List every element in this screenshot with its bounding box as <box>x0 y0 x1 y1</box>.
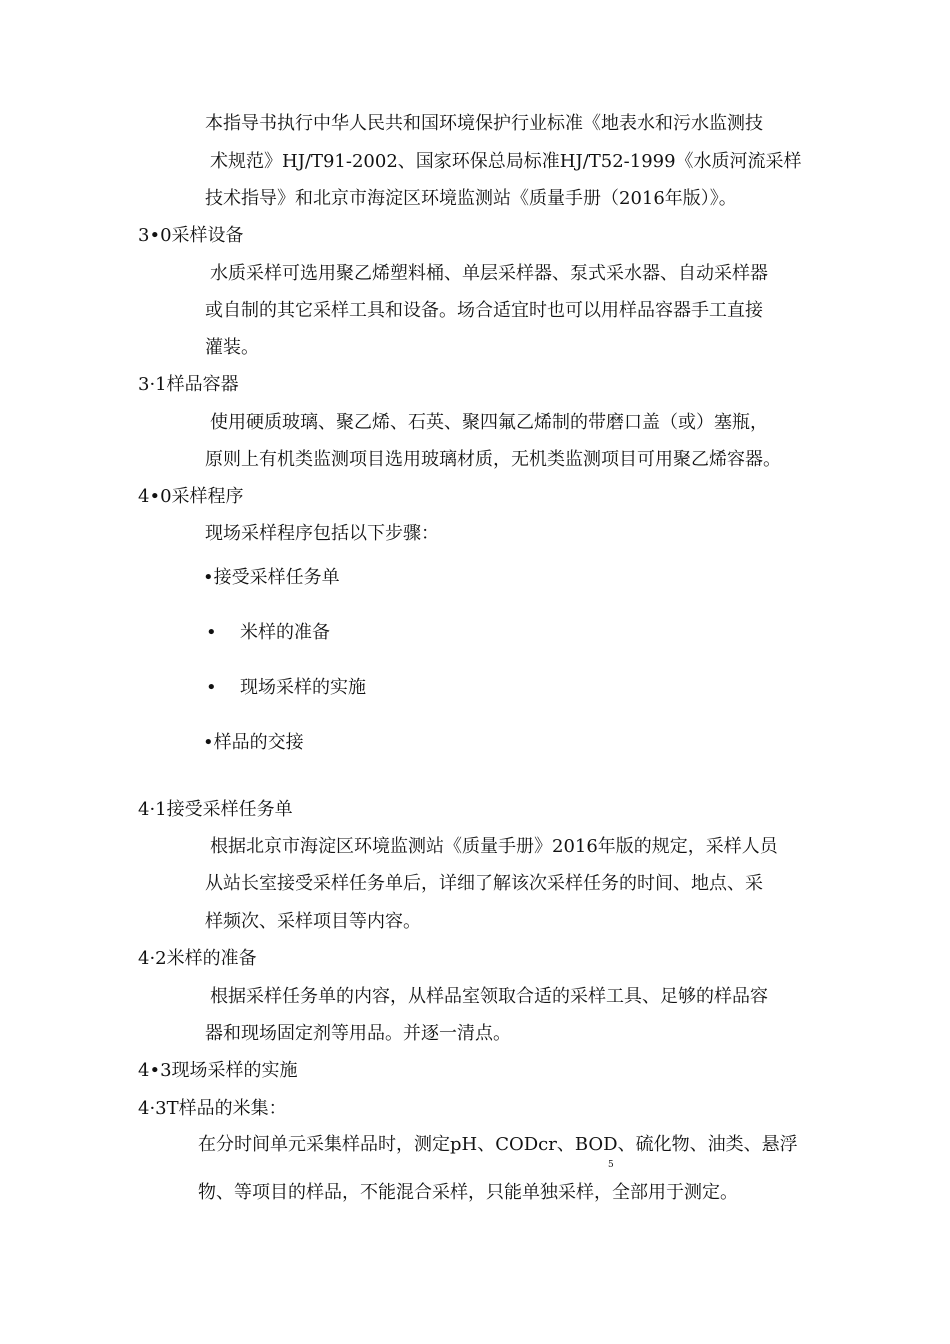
subscript-5: 5 <box>608 1160 614 1170</box>
section-heading-3-0: 3•0采样设备 <box>138 225 244 246</box>
intro-line-3: 技术指导》和北京市海淀区环境监测站《质量手册（2016年版）》。 <box>205 188 737 209</box>
section-heading-3-1: 3·1样品容器 <box>138 374 239 395</box>
section-heading-4-3: 4•3现场采样的实施 <box>138 1060 298 1081</box>
step-bullet-3: • <box>206 677 217 698</box>
s41-line-3: 样频次、采样项目等内容。 <box>205 911 421 932</box>
s40-intro: 现场采样程序包括以下步骤： <box>205 523 439 544</box>
section-heading-4-1: 4·1接受采样任务单 <box>138 799 293 820</box>
step-item-4: •样品的交接 <box>203 732 304 753</box>
s30-line-3: 灌装。 <box>205 337 259 358</box>
s30-line-2: 或自制的其它采样工具和设备。场合适宜时也可以用样品容器手工直接 <box>205 300 763 321</box>
section-heading-4-3-1: 4·3T样品的米集： <box>138 1098 287 1119</box>
intro-line-2: 术规范》HJ/T91-2002、国家环保总局标准HJ/T52-1999《水质河流采样 <box>210 151 802 172</box>
section-heading-4-0: 4•0采样程序 <box>138 486 244 507</box>
s31-line-2: 原则上有机类监测项目选用玻璃材质，无机类监测项目可用聚乙烯容器。 <box>205 449 781 470</box>
s431-line-2: 物、等项目的样品，不能混合采样，只能单独采样，全部用于测定。 <box>198 1182 738 1203</box>
s31-line-1: 使用硬质玻璃、聚乙烯、石英、聚四氟乙烯制的带磨口盖（或）塞瓶， <box>210 412 768 433</box>
step-item-1: •接受采样任务单 <box>203 567 340 588</box>
s42-line-2: 器和现场固定剂等用品。并逐一清点。 <box>205 1023 511 1044</box>
s42-line-1: 根据采样任务单的内容，从样品室领取合适的采样工具、足够的样品容 <box>210 986 768 1007</box>
section-heading-4-2: 4·2米样的准备 <box>138 948 257 969</box>
step-bullet-2: • <box>206 622 217 643</box>
step-item-3: 现场采样的实施 <box>240 677 366 698</box>
s30-line-1: 水质采样可选用聚乙烯塑料桶、单层采样器、泵式采水器、自动采样器 <box>210 263 768 284</box>
s41-line-1: 根据北京市海淀区环境监测站《质量手册》2016年版的规定，采样人员 <box>210 836 778 857</box>
intro-line-1: 本指导书执行中华人民共和国环境保护行业标准《地表水和污水监测技 <box>205 113 763 134</box>
s431-line-1: 在分时间单元采集样品时，测定pH、CODcr、BOD、硫化物、油类、悬浮 <box>198 1134 798 1155</box>
step-item-2: 米样的准备 <box>240 622 330 643</box>
s41-line-2: 从站长室接受采样任务单后，详细了解该次采样任务的时间、地点、采 <box>205 873 763 894</box>
